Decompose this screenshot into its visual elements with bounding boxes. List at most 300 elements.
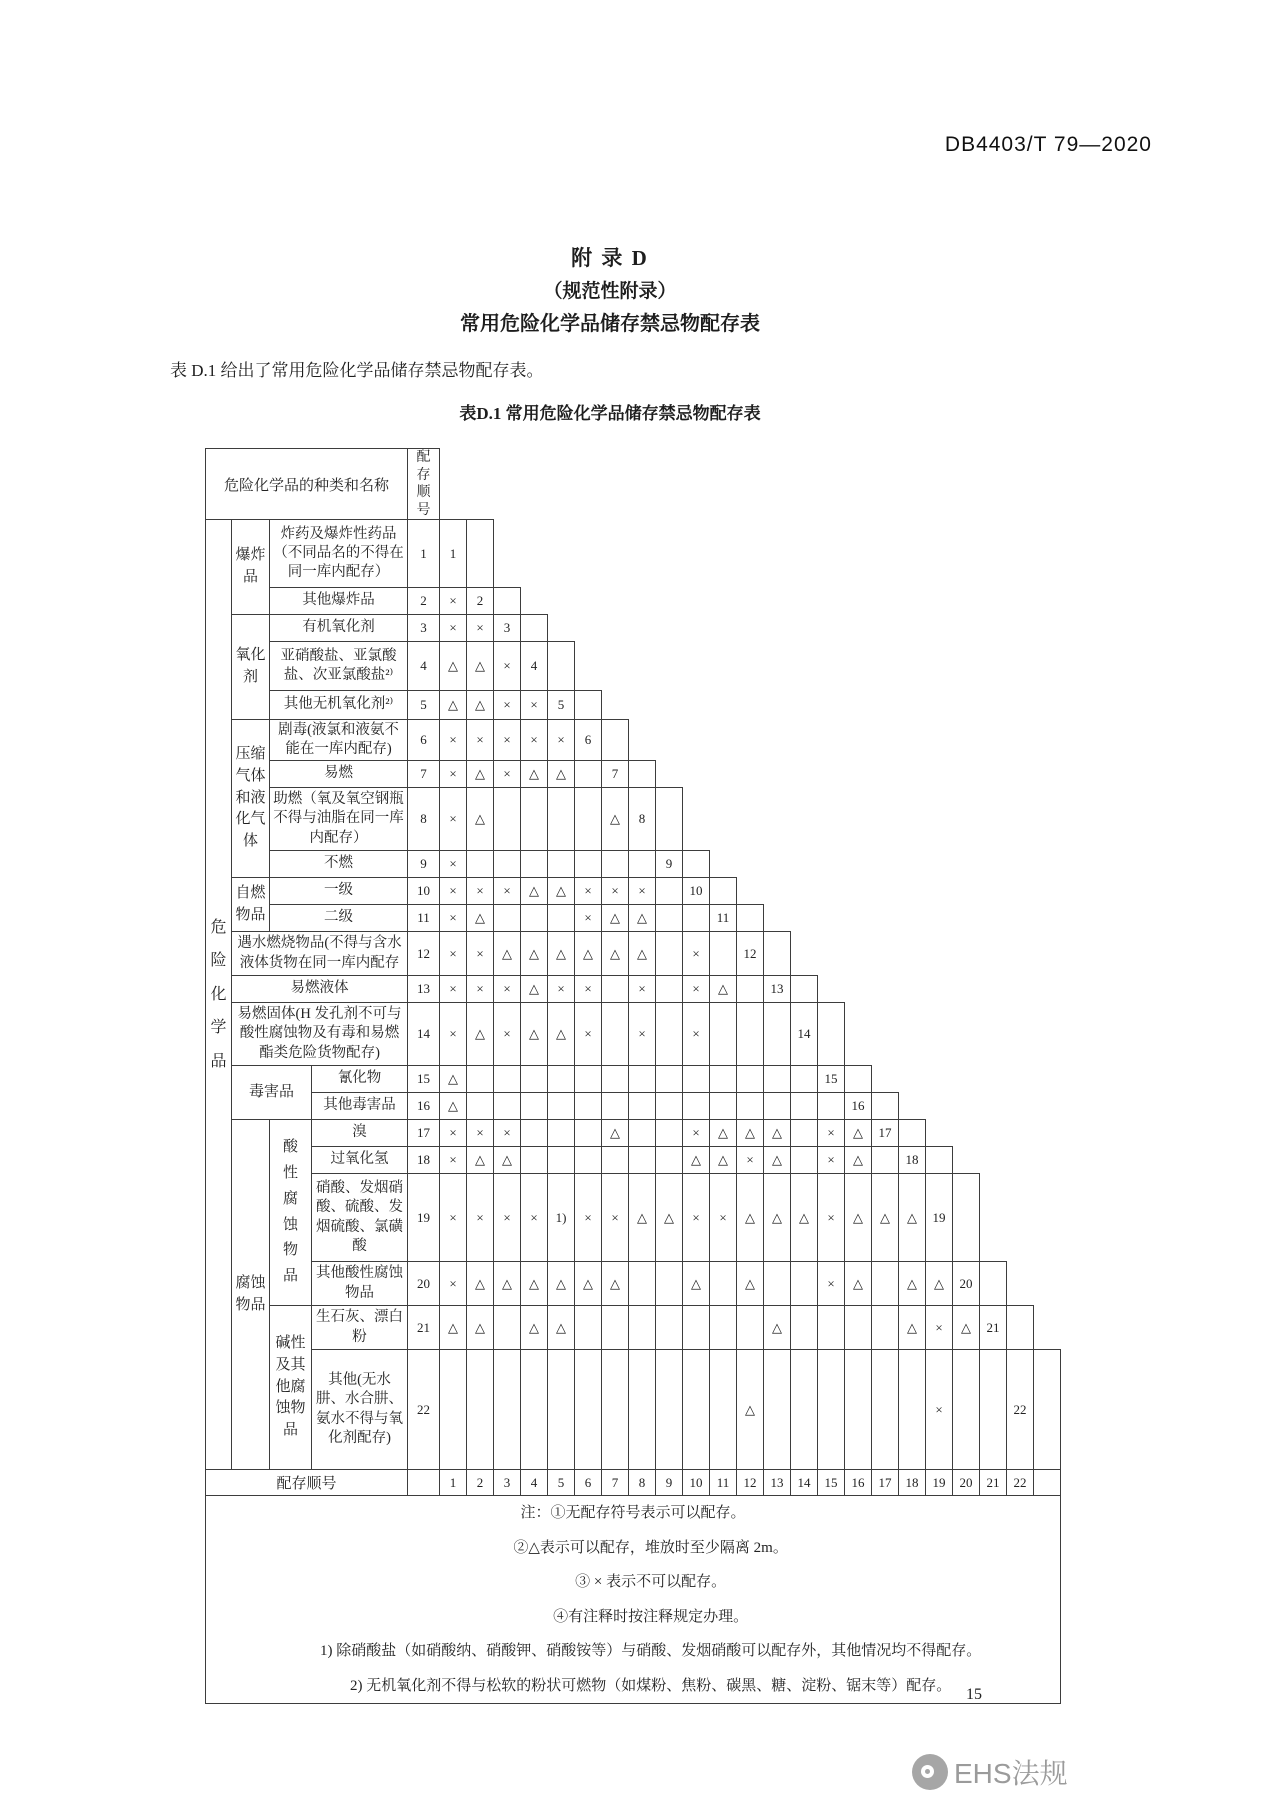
matrix-cell [683,1066,710,1093]
matrix-cell: × [629,976,656,1003]
table-row [206,642,1061,691]
matrix-cell [629,1306,656,1350]
table-row [206,1306,1061,1350]
stub-cell [710,878,737,905]
compatibility-matrix-table [205,448,1061,1704]
matrix-cell: × [494,642,521,691]
diagonal-number-cell: 13 [764,976,791,1003]
matrix-cell: △ [467,1147,494,1174]
matrix-cell: × [440,1147,467,1174]
table-caption: 表D.1 常用危险化学品储存禁忌物配存表 [459,404,761,423]
matrix-cell: △ [467,691,494,720]
row-seq-number: 12 [408,932,440,976]
matrix-cell: △ [710,1147,737,1174]
matrix-cell: △ [845,1174,872,1262]
matrix-cell: × [926,1306,953,1350]
stub-cell [629,761,656,788]
matrix-cell: △ [629,905,656,932]
row-name: 一级 [270,878,408,905]
row-seq-number: 6 [408,720,440,761]
matrix-cell [521,1350,548,1470]
matrix-cell: △ [926,1262,953,1306]
matrix-cell: × [494,878,521,905]
matrix-cell: × [440,1120,467,1147]
bottom-col-number: 11 [710,1470,737,1496]
stub-cell [602,720,629,761]
appendix-heading: 常用危险化学品储存禁忌物配存表 [460,313,760,335]
matrix-cell [548,851,575,878]
matrix-cell [656,932,683,976]
matrix-cell: △ [440,1306,467,1350]
table-row [206,905,1061,932]
matrix-cell: × [467,1174,494,1262]
bottom-col-number: 20 [953,1470,980,1496]
matrix-cell [602,1003,629,1066]
matrix-cell: △ [521,761,548,788]
matrix-cell [548,1066,575,1093]
row-seq-number: 11 [408,905,440,932]
matrix-cell: × [683,932,710,976]
matrix-cell [440,1350,467,1470]
matrix-cell: × [548,976,575,1003]
matrix-cell [548,1120,575,1147]
matrix-cell: × [818,1147,845,1174]
group-label: 氧化剂 [232,615,270,720]
matrix-cell [548,1350,575,1470]
matrix-cell [818,1306,845,1350]
table-row [206,1120,1061,1147]
matrix-cell [656,1120,683,1147]
stub-cell [1034,1350,1061,1470]
diagonal-number-cell: 4 [521,642,548,691]
matrix-cell: △ [737,1262,764,1306]
matrix-cell: △ [521,1262,548,1306]
matrix-cell: × [440,976,467,1003]
row-seq-number: 19 [408,1174,440,1262]
bottom-col-number: 6 [575,1470,602,1496]
matrix-cell [548,1093,575,1120]
row-seq-number: 9 [408,851,440,878]
appendix-title-block [0,241,1220,341]
matrix-cell [494,905,521,932]
row-seq-number: 5 [408,691,440,720]
row-name: 过氧化氢 [312,1147,408,1174]
matrix-cell [467,851,494,878]
matrix-cell [629,1147,656,1174]
row-name: 易燃 [270,761,408,788]
row-name: 炸药及爆炸性药品（不同品名的不得在同一库内配存） [270,520,408,588]
matrix-cell [737,1093,764,1120]
bottom-col-number: 7 [602,1470,629,1496]
matrix-cell: △ [467,905,494,932]
bottom-col-number: 21 [980,1470,1007,1496]
matrix-cell: × [440,905,467,932]
matrix-cell [548,905,575,932]
table-row [206,588,1061,615]
matrix-cell [656,976,683,1003]
matrix-cell [872,1350,899,1470]
matrix-cell [467,1066,494,1093]
matrix-cell [494,1093,521,1120]
matrix-cell: △ [548,1003,575,1066]
matrix-cell [602,851,629,878]
watermark [912,1752,1068,1792]
matrix-cell: △ [629,932,656,976]
row-seq-number: 4 [408,642,440,691]
matrix-cell [521,1147,548,1174]
row-seq-number: 22 [408,1350,440,1470]
row-seq-number: 18 [408,1147,440,1174]
matrix-cell: × [440,1003,467,1066]
bottom-col-number: 15 [818,1470,845,1496]
matrix-cell: × [440,761,467,788]
row-seq-number: 7 [408,761,440,788]
diagonal-number-cell: 2 [467,588,494,615]
matrix-cell: × [467,720,494,761]
matrix-cell: × [494,720,521,761]
matrix-cell [764,1066,791,1093]
row-name: 亚硝酸盐、亚氯酸盐、次亚氯酸盐²⁾ [270,642,408,691]
row-name: 氰化物 [312,1066,408,1093]
matrix-cell: △ [845,1147,872,1174]
row-name: 其他毒害品 [312,1093,408,1120]
table-row [206,1350,1061,1470]
matrix-cell: × [494,1003,521,1066]
matrix-cell: △ [440,691,467,720]
matrix-cell [629,1093,656,1120]
row-seq-number: 10 [408,878,440,905]
stub-cell [575,691,602,720]
matrix-cell [602,1147,629,1174]
matrix-cell [575,1306,602,1350]
diagonal-number-cell: 15 [818,1066,845,1093]
row-seq-number: 20 [408,1262,440,1306]
matrix-cell [953,1350,980,1470]
matrix-cell: △ [899,1262,926,1306]
matrix-cell [521,851,548,878]
diagonal-number-cell: 8 [629,788,656,851]
matrix-cell [791,1093,818,1120]
matrix-cell: × [521,691,548,720]
matrix-cell [602,1066,629,1093]
matrix-cell: △ [656,1174,683,1262]
matrix-cell [548,1147,575,1174]
diagonal-number-cell: 3 [494,615,521,642]
matrix-cell: △ [764,1174,791,1262]
matrix-cell [521,1066,548,1093]
matrix-cell [710,1093,737,1120]
table-row [206,878,1061,905]
matrix-cell [737,1066,764,1093]
matrix-cell [521,788,548,851]
table-row [206,1066,1061,1093]
stub-cell [872,1093,899,1120]
matrix-cell: × [440,615,467,642]
matrix-cell: × [440,878,467,905]
matrix-cell: △ [467,1306,494,1350]
matrix-cell: △ [521,1306,548,1350]
matrix-cell: △ [440,1066,467,1093]
matrix-cell [467,1093,494,1120]
matrix-cell [602,1350,629,1470]
stub-cell [683,851,710,878]
matrix-cell [872,1262,899,1306]
matrix-cell [683,1093,710,1120]
side-label-hazchem: 危 险 化 学 品 [206,520,232,1470]
row-name: 硝酸、发烟硝酸、硫酸、发烟硫酸、氯磺酸 [312,1174,408,1262]
matrix-cell: × [818,1262,845,1306]
matrix-cell [575,1147,602,1174]
matrix-cell: △ [521,932,548,976]
matrix-cell: △ [494,932,521,976]
matrix-cell [629,1262,656,1306]
group-label: 爆炸品 [232,520,270,615]
diagonal-number-cell: 10 [683,878,710,905]
bottom-col-number: 5 [548,1470,575,1496]
matrix-cell [575,761,602,788]
matrix-cell: △ [494,1147,521,1174]
bottom-col-number: 8 [629,1470,656,1496]
matrix-cell [791,1350,818,1470]
matrix-cell: △ [899,1306,926,1350]
matrix-cell [764,1262,791,1306]
group-label: 碱性及其他腐蚀物品 [270,1306,312,1470]
matrix-cell [791,1262,818,1306]
row-seq-number: 3 [408,615,440,642]
note-line: ③ × 表示不可以配存。 [575,1574,727,1590]
diagonal-number-cell: 20 [953,1262,980,1306]
row-seq-number: 21 [408,1306,440,1350]
table-row [206,1147,1061,1174]
row-name: 二级 [270,905,408,932]
matrix-cell [656,1262,683,1306]
matrix-cell: △ [602,1120,629,1147]
table-row [206,520,1061,588]
row-seq-number: 14 [408,1003,440,1066]
matrix-cell [494,1066,521,1093]
row-name: 易燃液体 [232,976,408,1003]
matrix-cell: △ [467,788,494,851]
matrix-cell [899,1350,926,1470]
matrix-cell: × [602,1174,629,1262]
matrix-cell: △ [845,1120,872,1147]
header-species-name: 危险化学品的种类和名称 [206,449,408,520]
bottom-empty-cell [408,1470,440,1496]
matrix-cell: △ [467,1003,494,1066]
matrix-cell: △ [521,878,548,905]
bottom-seq-label: 配存顺号 [206,1470,408,1496]
stub-cell [926,1147,953,1174]
matrix-cell: × [548,720,575,761]
matrix-cell: △ [521,976,548,1003]
group-label: 腐蚀物品 [232,1120,270,1470]
matrix-cell: △ [764,1147,791,1174]
diagonal-number-cell: 7 [602,761,629,788]
row-seq-number: 15 [408,1066,440,1093]
matrix-cell: × [494,761,521,788]
matrix-cell [656,1147,683,1174]
row-name: 其他(无水肼、水合肼、氨水不得与氧化剂配存) [312,1350,408,1470]
matrix-cell [710,1306,737,1350]
matrix-cell [683,905,710,932]
diagonal-number-cell: 17 [872,1120,899,1147]
matrix-cell [629,851,656,878]
matrix-cell: × [467,976,494,1003]
matrix-cell: × [818,1174,845,1262]
matrix-cell [872,1147,899,1174]
matrix-cell: △ [467,642,494,691]
matrix-cell [710,1350,737,1470]
matrix-cell [467,1350,494,1470]
diagonal-number-cell: 18 [899,1147,926,1174]
stub-cell [845,1066,872,1093]
bottom-col-number: 17 [872,1470,899,1496]
stub-cell [548,642,575,691]
matrix-cell: △ [548,1262,575,1306]
matrix-cell: × [602,878,629,905]
matrix-cell: × [494,691,521,720]
matrix-cell: △ [548,932,575,976]
matrix-cell: △ [602,932,629,976]
table-row [206,615,1061,642]
matrix-cell [764,1350,791,1470]
bottom-col-number: 19 [926,1470,953,1496]
table-row [206,932,1061,976]
matrix-cell: × [467,1120,494,1147]
bottom-col-number: 10 [683,1470,710,1496]
stub-cell [791,976,818,1003]
diagonal-number-cell: 14 [791,1003,818,1066]
matrix-cell [818,1350,845,1470]
matrix-cell: × [683,1003,710,1066]
matrix-cell: △ [899,1174,926,1262]
matrix-cell [791,1306,818,1350]
matrix-cell [764,1093,791,1120]
row-name: 溴 [312,1120,408,1147]
table-row [206,851,1061,878]
group-label: 毒害品 [232,1066,312,1120]
matrix-cell: △ [467,761,494,788]
stub-cell [980,1262,1007,1306]
appendix-subtitle: （规范性附录） [543,281,677,302]
matrix-cell [629,1120,656,1147]
matrix-cell: △ [683,1147,710,1174]
matrix-cell: △ [737,1350,764,1470]
matrix-cell [629,1350,656,1470]
matrix-cell [575,1350,602,1470]
note-line: 注：①无配存符号表示可以配存。 [520,1505,746,1521]
row-name: 助燃（氧及氧空钢瓶不得与油脂在同一库内配存） [270,788,408,851]
matrix-cell: △ [872,1174,899,1262]
matrix-cell [656,878,683,905]
matrix-cell: △ [548,878,575,905]
row-seq-number: 2 [408,588,440,615]
matrix-cell [602,976,629,1003]
stub-cell [467,520,494,588]
stub-cell [521,615,548,642]
matrix-cell [494,788,521,851]
bottom-col-number: 3 [494,1470,521,1496]
group-label: 压缩气体和液化气体 [232,720,270,878]
diagonal-number-cell: 9 [656,851,683,878]
group-label: 酸 性 腐 蚀 物 品 [270,1120,312,1306]
table-row [206,1003,1061,1066]
bottom-col-number: 22 [1007,1470,1034,1496]
matrix-cell: × [575,976,602,1003]
matrix-cell [656,1306,683,1350]
matrix-cell: △ [710,1120,737,1147]
bottom-col-number: 1 [440,1470,467,1496]
matrix-cell: × [494,1120,521,1147]
stub-cell [818,1003,845,1066]
matrix-cell [521,1093,548,1120]
header-seq-label: 配存顺号 [408,449,440,520]
stub-cell [764,932,791,976]
matrix-cell [575,1093,602,1120]
matrix-cell: △ [710,976,737,1003]
matrix-cell: × [440,1262,467,1306]
matrix-cell: × [440,588,467,615]
row-name: 其他酸性腐蚀物品 [312,1262,408,1306]
matrix-cell: △ [845,1262,872,1306]
matrix-cell [575,788,602,851]
row-name: 易燃固体(H 发孔剂不可与酸性腐蚀物及有毒和易燃酯类危险货物配存) [232,1003,408,1066]
matrix-cell [521,1120,548,1147]
matrix-cell: × [818,1120,845,1147]
table-row [206,1262,1061,1306]
matrix-cell: 1) [548,1174,575,1262]
matrix-cell: × [440,788,467,851]
matrix-cell [575,1066,602,1093]
watermark-text: EHS法规 [954,1758,1068,1789]
matrix-cell: × [521,1174,548,1262]
matrix-cell [791,1147,818,1174]
diagonal-number-cell: 16 [845,1093,872,1120]
row-name: 其他无机氧化剂²⁾ [270,691,408,720]
matrix-cell: △ [467,1262,494,1306]
matrix-cell [683,1306,710,1350]
matrix-cell: △ [602,905,629,932]
notes-cell [206,1496,1061,1704]
matrix-cell: △ [440,642,467,691]
bottom-col-number: 16 [845,1470,872,1496]
bottom-col-number: 14 [791,1470,818,1496]
matrix-cell [710,1003,737,1066]
matrix-cell [575,851,602,878]
matrix-cell [737,1003,764,1066]
matrix-cell [980,1350,1007,1470]
matrix-cell: △ [791,1174,818,1262]
matrix-cell: × [926,1350,953,1470]
matrix-cell: △ [737,1120,764,1147]
ehs-logo-icon [912,1754,948,1790]
matrix-cell [737,976,764,1003]
matrix-cell [548,788,575,851]
matrix-cell [575,1120,602,1147]
stub-cell [494,588,521,615]
row-name: 不燃 [270,851,408,878]
matrix-cell [710,1066,737,1093]
matrix-cell: △ [548,761,575,788]
matrix-cell [656,1350,683,1470]
matrix-cell: △ [764,1306,791,1350]
matrix-cell: × [440,932,467,976]
matrix-cell: × [683,1120,710,1147]
matrix-cell: × [575,1174,602,1262]
appendix-title: 附 录 D [571,246,649,270]
matrix-cell [656,905,683,932]
matrix-cell [737,1306,764,1350]
